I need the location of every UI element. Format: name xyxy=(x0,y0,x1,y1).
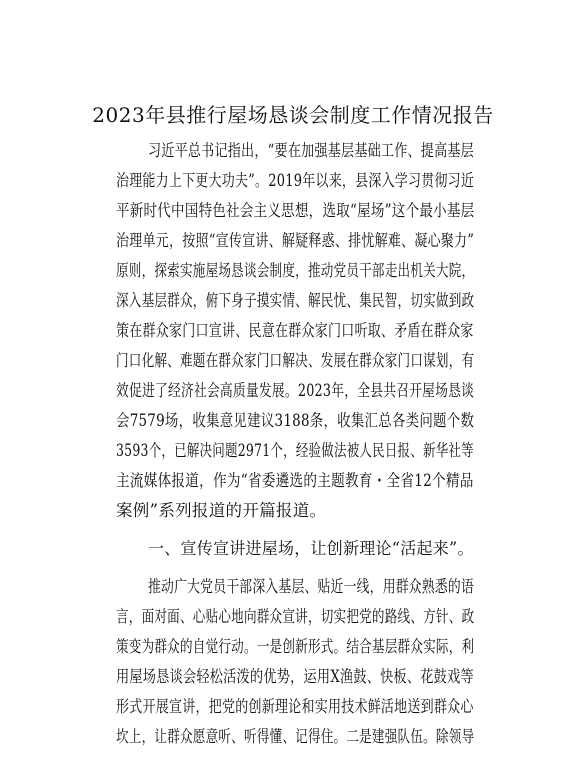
paragraph-line: 门口化解、难题在群众家门口解决、发展在群众家门口谋划，有 xyxy=(116,351,475,370)
paragraph-line: 主流媒体报道，作为“省委遴选的主题教育・全省12个精品 xyxy=(116,471,474,490)
paragraph-line: 策在群众家门口宣讲、民意在群众家门口听取、矛盾在群众家 xyxy=(116,321,474,340)
paragraph-line: 推动广大党员干部深入基层、贴近一线，用群众熟悉的语 xyxy=(148,577,475,596)
paragraph-line: 治理单元，按照“宣传宣讲、解疑释惑、排忧解难、凝心聚力” xyxy=(116,231,475,250)
paragraph-line: 案例”系列报道的开篇报道。 xyxy=(116,501,327,520)
paragraph-line: 习近平总书记指出，“要在加强基层基础工作、提高基层 xyxy=(148,141,474,160)
paragraph-line: 效促进了经济社会高质量发展。2023年，全县共召开屋场恳谈 xyxy=(116,381,475,400)
paragraph-line: 平新时代中国特色社会主义思想，选取“屋场”这个最小基层 xyxy=(116,201,475,220)
paragraph-line: 治理能力上下更大功夫”。2019年以来，县深入学习贯彻习近 xyxy=(116,171,475,190)
paragraph-line: 会7579场，收集意见建议3188条，收集汇总各类问题个数 xyxy=(116,411,475,430)
section-heading: 一、宣传宣讲进屋场，让创新理论“活起来”。 xyxy=(148,539,474,558)
paragraph-line: 用屋场恳谈会轻松活泼的优势，运用X渔鼓、快板、花鼓戏等 xyxy=(116,667,474,686)
paragraph-line: 3593个，已解决问题2971个，经验做法被人民日报、新华社等 xyxy=(116,441,474,460)
paragraph-line: 坎上，让群众愿意听、听得懂、记得住。二是建强队伍。除领导 xyxy=(116,727,475,746)
paragraph-line: 策变为群众的自觉行动。一是创新形式。结合基层群众实际，利 xyxy=(116,637,475,656)
paragraph-line: 形式开展宣讲，把党的创新理论和实用技术鲜活地送到群众心 xyxy=(116,697,474,716)
paragraph-line: 言，面对面、心贴心地向群众宣讲，切实把党的路线、方针、政 xyxy=(116,607,475,626)
paragraph-line: 原则，探索实施屋场恳谈会制度，推动党员干部走出机关大院， xyxy=(116,261,475,280)
document-title: 2023年县推行屋场恳谈会制度工作情况报告 xyxy=(92,103,494,127)
paragraph-line: 深入基层群众，俯下身子摸实情、解民忧、集民智，切实做到政 xyxy=(116,291,475,310)
